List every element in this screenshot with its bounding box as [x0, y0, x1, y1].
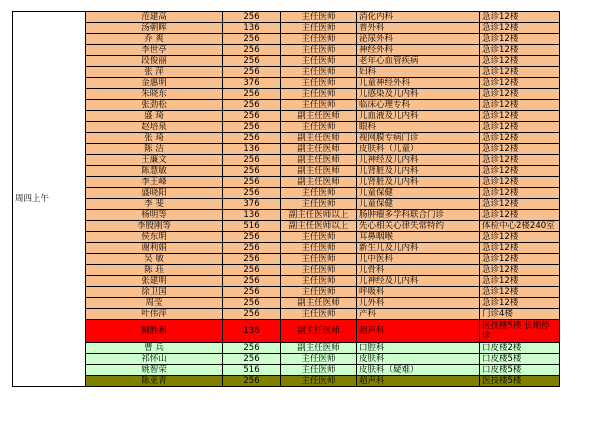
title-cell[interactable]: 主任医师: [281, 188, 357, 199]
location-cell[interactable]: 急诊12楼: [480, 177, 560, 188]
fee-cell[interactable]: 256: [223, 45, 281, 56]
table-row: [13, 12, 560, 23]
title-cell[interactable]: 副主任医师以上: [281, 210, 357, 221]
doctor-name-cell[interactable]: 谢利娟: [86, 243, 223, 254]
title-cell[interactable]: 主任医师: [281, 100, 357, 111]
location-cell[interactable]: 急诊12楼: [480, 100, 560, 111]
doctor-name-cell[interactable]: 李世亭: [86, 45, 223, 56]
location-cell[interactable]: 急诊12楼: [480, 243, 560, 254]
department-cell[interactable]: 儿神经及儿内科: [357, 276, 480, 287]
location-cell[interactable]: 急诊12楼: [480, 67, 560, 78]
location-cell[interactable]: 口皮楼5楼: [480, 365, 560, 376]
location-cell[interactable]: 门诊4楼: [480, 309, 560, 320]
doctor-name-cell[interactable]: 金惠明: [86, 78, 223, 89]
location-cell[interactable]: 急诊12楼: [480, 111, 560, 122]
title-cell[interactable]: 主任医师: [281, 199, 357, 210]
department-cell[interactable]: 口腔科: [357, 343, 480, 354]
title-cell[interactable]: 主任医师: [281, 265, 357, 276]
doctor-name-cell[interactable]: 陈 洁: [86, 144, 223, 155]
department-cell[interactable]: 新生儿及儿内科: [357, 243, 480, 254]
fee-cell[interactable]: 256: [223, 287, 281, 298]
title-cell[interactable]: 主任医师: [281, 243, 357, 254]
fee-cell[interactable]: 256: [223, 354, 281, 365]
schedule-table: [12, 11, 560, 387]
doctor-name-cell[interactable]: 乔 爽: [86, 34, 223, 45]
doctor-name-cell[interactable]: 赵培泉: [86, 122, 223, 133]
title-cell[interactable]: 副主任医师以上: [281, 221, 357, 232]
doctor-name-cell[interactable]: 周莹: [86, 298, 223, 309]
location-cell[interactable]: 急诊12楼: [480, 56, 560, 67]
doctor-name-cell[interactable]: 李 斐: [86, 199, 223, 210]
table-row: [13, 243, 560, 254]
day-label-cell[interactable]: 周四上午: [13, 12, 86, 387]
table-row: [13, 221, 560, 232]
fee-cell[interactable]: 256: [223, 89, 281, 100]
department-cell[interactable]: 泌尿外科: [357, 34, 480, 45]
location-cell[interactable]: 医技楼5楼: [480, 376, 560, 387]
fee-cell[interactable]: 376: [223, 78, 281, 89]
doctor-name-cell[interactable]: 张 琦: [86, 133, 223, 144]
doctor-name-cell[interactable]: 段俊丽: [86, 56, 223, 67]
doctor-name-cell[interactable]: 盛晓阳: [86, 188, 223, 199]
department-cell[interactable]: 儿肾脏及儿内科: [357, 166, 480, 177]
table-row: [13, 155, 560, 166]
fee-cell[interactable]: 516: [223, 221, 281, 232]
doctor-name-cell[interactable]: 曹 兵: [86, 343, 223, 354]
location-cell[interactable]: 急诊12楼: [480, 199, 560, 210]
location-cell[interactable]: 急诊12楼: [480, 298, 560, 309]
fee-cell[interactable]: 136: [223, 23, 281, 34]
location-cell[interactable]: 急诊12楼: [480, 12, 560, 23]
table-row: [13, 276, 560, 287]
table-row: [13, 265, 560, 276]
doctor-name-cell[interactable]: 范建高: [86, 12, 223, 23]
fee-cell[interactable]: 256: [223, 188, 281, 199]
fee-cell[interactable]: 256: [223, 298, 281, 309]
doctor-name-cell[interactable]: 汤朝晖: [86, 23, 223, 34]
table-row: [13, 298, 560, 309]
department-cell[interactable]: 儿感染及儿内科: [357, 89, 480, 100]
department-cell[interactable]: 妇科: [357, 67, 480, 78]
department-cell[interactable]: 儿外科: [357, 298, 480, 309]
department-cell[interactable]: 儿肾脏及儿内科: [357, 177, 480, 188]
title-cell[interactable]: 主任医师: [281, 365, 357, 376]
location-cell[interactable]: 急诊12楼: [480, 45, 560, 56]
table-row: [13, 111, 560, 122]
doctor-name-cell[interactable]: 李王峰: [86, 177, 223, 188]
table-row: [13, 45, 560, 56]
table-row: [13, 354, 560, 365]
fee-cell[interactable]: 256: [223, 155, 281, 166]
doctor-name-cell[interactable]: 朱晓东: [86, 89, 223, 100]
doctor-name-cell[interactable]: 祁怀山: [86, 354, 223, 365]
location-cell[interactable]: 急诊12楼: [480, 144, 560, 155]
title-cell[interactable]: 副主任医师: [281, 144, 357, 155]
table-row: [13, 100, 560, 111]
fee-cell[interactable]: 256: [223, 56, 281, 67]
title-cell[interactable]: 主任医师: [281, 254, 357, 265]
department-cell[interactable]: 老年心血管疾病: [357, 56, 480, 67]
title-cell[interactable]: 主任医师: [281, 232, 357, 243]
fee-cell[interactable]: 256: [223, 254, 281, 265]
department-cell[interactable]: 先心相关心律失常特约: [357, 221, 480, 232]
title-cell[interactable]: 副主任医师: [281, 343, 357, 354]
fee-cell[interactable]: 256: [223, 343, 281, 354]
title-cell[interactable]: 主任医师: [281, 23, 357, 34]
title-cell[interactable]: 主任医师: [281, 89, 357, 100]
department-cell[interactable]: 神经外科: [357, 45, 480, 56]
fee-cell[interactable]: 256: [223, 12, 281, 23]
location-cell[interactable]: 急诊12楼: [480, 78, 560, 89]
department-cell[interactable]: 消化内科: [357, 12, 480, 23]
location-cell[interactable]: 急诊12楼: [480, 210, 560, 221]
title-cell[interactable]: 副主任医师: [281, 111, 357, 122]
table-row: [13, 144, 560, 155]
table-row: [13, 343, 560, 354]
title-cell[interactable]: 主任医师: [281, 354, 357, 365]
table-row: [13, 122, 560, 133]
table-row: [13, 232, 560, 243]
fee-cell[interactable]: 256: [223, 100, 281, 111]
location-cell[interactable]: 急诊12楼: [480, 276, 560, 287]
department-cell[interactable]: 临床心理专科: [357, 100, 480, 111]
title-cell[interactable]: 主任医师: [281, 309, 357, 320]
location-cell[interactable]: 急诊12楼: [480, 89, 560, 100]
fee-cell[interactable]: 256: [223, 276, 281, 287]
fee-cell[interactable]: 516: [223, 365, 281, 376]
location-cell[interactable]: 急诊12楼: [480, 155, 560, 166]
department-cell[interactable]: 眼科: [357, 122, 480, 133]
doctor-name-cell[interactable]: 盛 琦: [86, 111, 223, 122]
fee-cell[interactable]: 256: [223, 111, 281, 122]
location-cell[interactable]: 急诊12楼: [480, 34, 560, 45]
department-cell[interactable]: 超声科: [357, 320, 480, 343]
table-row: [13, 177, 560, 188]
doctor-name-cell[interactable]: 李殷刚等: [86, 221, 223, 232]
table-row: [13, 210, 560, 221]
department-cell[interactable]: 儿童神经外科: [357, 78, 480, 89]
department-cell[interactable]: 呼吸科: [357, 287, 480, 298]
doctor-name-cell[interactable]: 张建明: [86, 276, 223, 287]
doctor-name-cell[interactable]: 陈 珏: [86, 265, 223, 276]
location-cell[interactable]: 急诊12楼: [480, 133, 560, 144]
location-cell[interactable]: 急诊12楼: [480, 166, 560, 177]
title-cell[interactable]: 主任医师: [281, 56, 357, 67]
department-cell[interactable]: 耳鼻咽喉: [357, 232, 480, 243]
table-row: [13, 34, 560, 45]
fee-cell[interactable]: 256: [223, 67, 281, 78]
doctor-name-cell[interactable]: 徐卫国: [86, 287, 223, 298]
table-row: [13, 56, 560, 67]
location-cell[interactable]: 急诊12楼: [480, 188, 560, 199]
schedule-rows: [13, 12, 560, 387]
doctor-name-cell[interactable]: 张劲松: [86, 100, 223, 111]
title-cell[interactable]: 主任医师: [281, 276, 357, 287]
doctor-name-cell[interactable]: 吴 敏: [86, 254, 223, 265]
fee-cell[interactable]: 256: [223, 34, 281, 45]
department-cell[interactable]: 儿童保健: [357, 188, 480, 199]
department-cell[interactable]: 肠肿瘤多学科联合门诊: [357, 210, 480, 221]
fee-cell[interactable]: 256: [223, 122, 281, 133]
department-cell[interactable]: 超声科: [357, 376, 480, 387]
department-cell[interactable]: 儿中医科: [357, 254, 480, 265]
fee-cell[interactable]: 256: [223, 309, 281, 320]
title-cell[interactable]: 主任医师: [281, 78, 357, 89]
fee-cell[interactable]: 136: [223, 320, 281, 343]
title-cell[interactable]: 主任医师: [281, 287, 357, 298]
table-row: [13, 166, 560, 177]
location-cell[interactable]: 口皮楼2楼: [480, 343, 560, 354]
table-row: [13, 23, 560, 34]
table-row: [13, 133, 560, 144]
fee-cell[interactable]: 256: [223, 265, 281, 276]
doctor-name-cell[interactable]: 陈亚青: [86, 376, 223, 387]
fee-cell[interactable]: 136: [223, 144, 281, 155]
title-cell[interactable]: 主任医师: [281, 12, 357, 23]
fee-cell[interactable]: 256: [223, 232, 281, 243]
title-cell[interactable]: 副主任医师: [281, 155, 357, 166]
location-cell[interactable]: 急诊12楼: [480, 254, 560, 265]
department-cell[interactable]: 儿血液及儿内科: [357, 111, 480, 122]
location-cell[interactable]: 急诊12楼: [480, 232, 560, 243]
table-row: [13, 188, 560, 199]
location-cell[interactable]: 急诊12楼: [480, 265, 560, 276]
department-cell[interactable]: 皮肤科（儿童）: [357, 144, 480, 155]
fee-cell[interactable]: 256: [223, 166, 281, 177]
table-row: [13, 309, 560, 320]
department-cell[interactable]: 儿神经及儿内科: [357, 155, 480, 166]
department-cell[interactable]: 儿童保健: [357, 199, 480, 210]
title-cell[interactable]: 副主任医师: [281, 320, 357, 343]
doctor-name-cell[interactable]: 杨明等: [86, 210, 223, 221]
location-cell[interactable]: 急诊12楼: [480, 287, 560, 298]
doctor-name-cell[interactable]: 张 萍: [86, 67, 223, 78]
fee-cell[interactable]: 256: [223, 177, 281, 188]
fee-cell[interactable]: 376: [223, 199, 281, 210]
table-row: [13, 78, 560, 89]
table-row: [13, 365, 560, 376]
title-cell[interactable]: 主任医师: [281, 67, 357, 78]
title-cell[interactable]: 主任医师: [281, 45, 357, 56]
department-cell[interactable]: 视网膜专病门诊: [357, 133, 480, 144]
table-row: [13, 199, 560, 210]
table-row: [13, 89, 560, 100]
department-cell[interactable]: 普外科: [357, 23, 480, 34]
table-row: [13, 376, 560, 387]
table-row: [13, 67, 560, 78]
location-cell[interactable]: 医技楼5楼 长期停诊: [480, 320, 560, 343]
title-cell[interactable]: 副主任医师: [281, 177, 357, 188]
doctor-name-cell[interactable]: 叶伟萍: [86, 309, 223, 320]
fee-cell[interactable]: 256: [223, 243, 281, 254]
department-cell[interactable]: 皮肤科: [357, 354, 480, 365]
fee-cell[interactable]: 256: [223, 376, 281, 387]
fee-cell[interactable]: 136: [223, 210, 281, 221]
title-cell[interactable]: 主任医师: [281, 376, 357, 387]
location-cell[interactable]: 急诊12楼: [480, 23, 560, 34]
department-cell[interactable]: 皮肤科（疑难）: [357, 365, 480, 376]
table-row: [13, 320, 560, 343]
fee-cell[interactable]: 256: [223, 133, 281, 144]
title-cell[interactable]: 副主任医师: [281, 298, 357, 309]
location-cell[interactable]: 急诊12楼: [480, 122, 560, 133]
doctor-name-cell[interactable]: 王廉文: [86, 155, 223, 166]
location-cell[interactable]: 口皮楼5楼: [480, 354, 560, 365]
department-cell[interactable]: 儿骨科: [357, 265, 480, 276]
table-row: [13, 254, 560, 265]
department-cell[interactable]: 产科: [357, 309, 480, 320]
title-cell[interactable]: 副主任医师: [281, 166, 357, 177]
title-cell[interactable]: 副主任医师: [281, 133, 357, 144]
doctor-name-cell[interactable]: 陈慧敏: [86, 166, 223, 177]
table-row: [13, 287, 560, 298]
doctor-name-cell[interactable]: 姚智荣: [86, 365, 223, 376]
doctor-name-cell[interactable]: 侯东明: [86, 232, 223, 243]
doctor-name-cell[interactable]: 顾胜利: [86, 320, 223, 343]
location-cell[interactable]: 体检中心2楼240室: [480, 221, 560, 232]
title-cell[interactable]: 主任医师: [281, 34, 357, 45]
title-cell[interactable]: 主任医师: [281, 122, 357, 133]
